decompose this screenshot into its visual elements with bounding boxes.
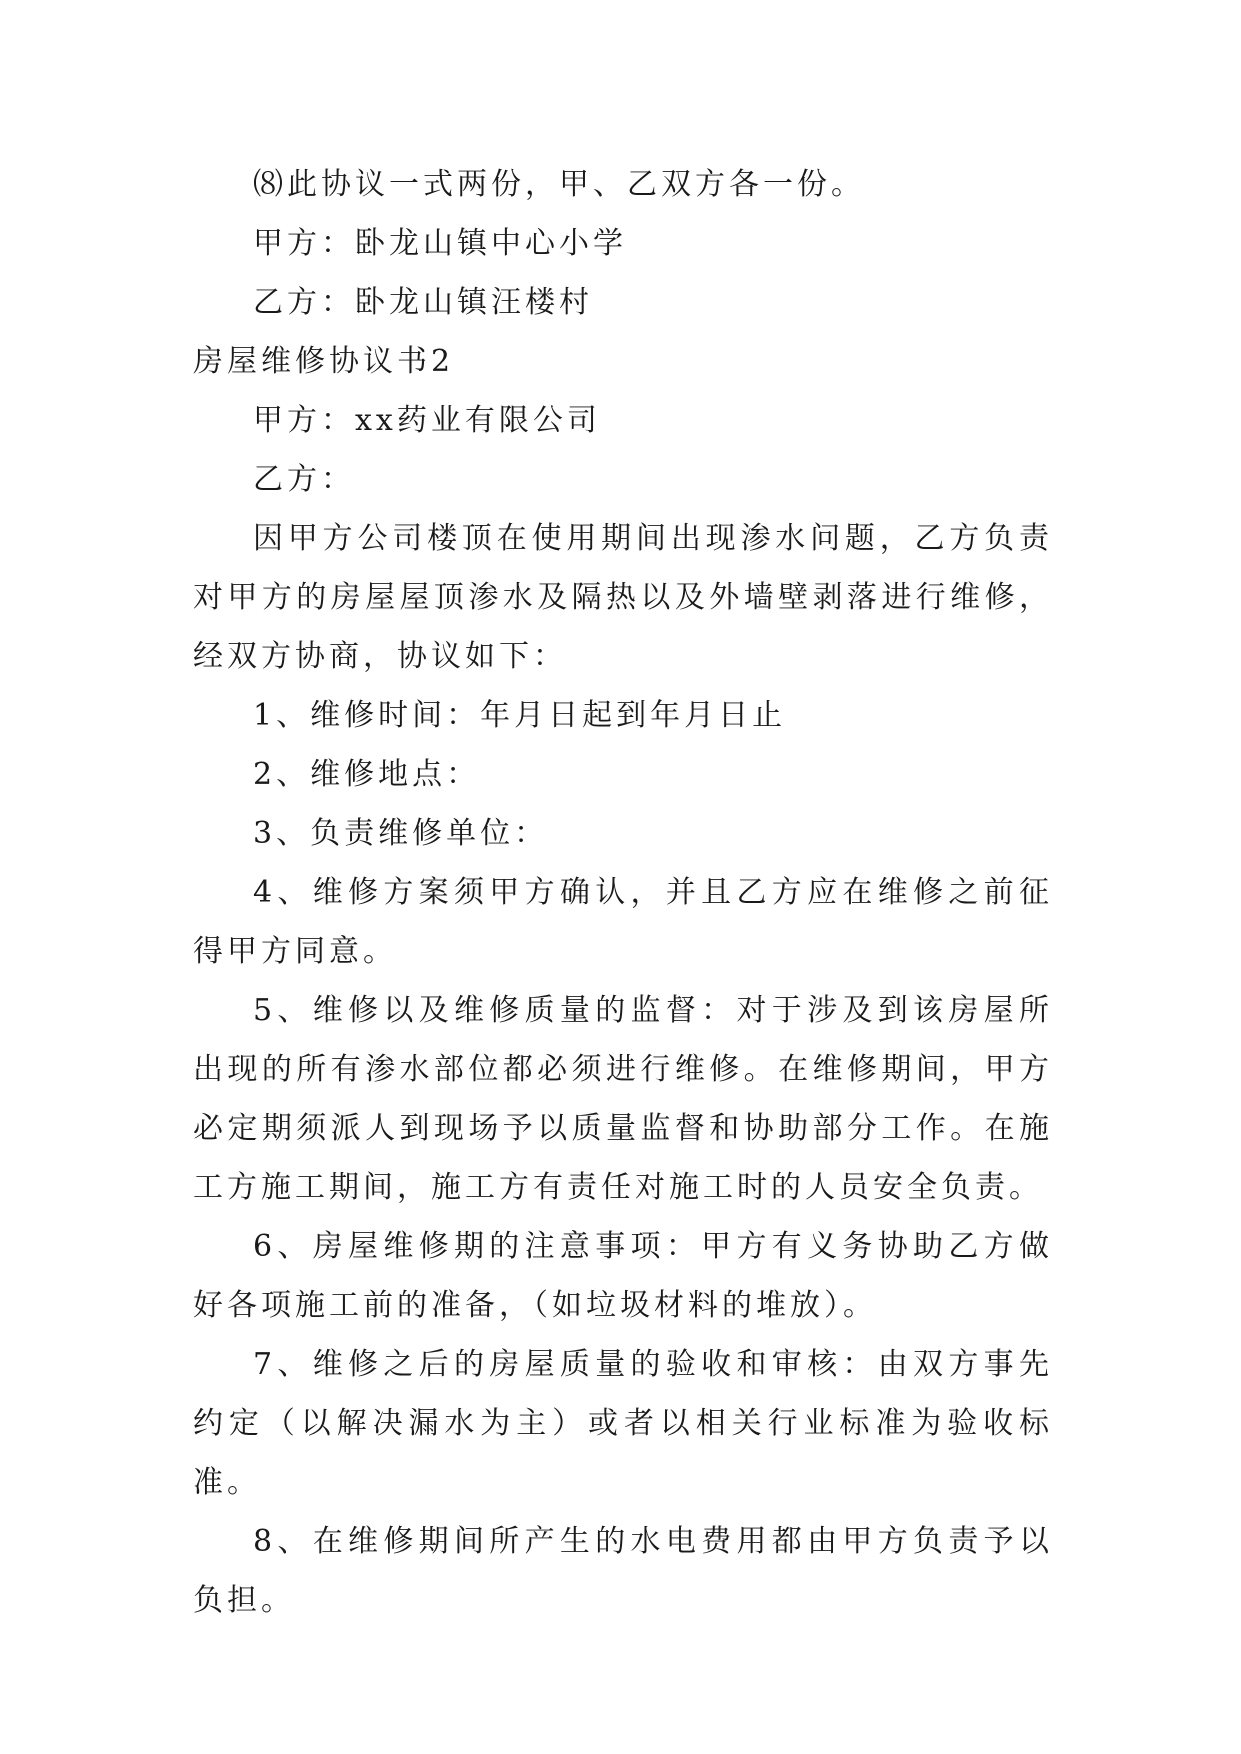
party-a: 甲方：xx药业有限公司 [253,403,601,438]
clause-7: 7、维修之后的房屋质量的验收和审核：由双方事先约定（以解决漏水为主）或者以相关行业标准为验收标准。 [193,1347,1053,1500]
clause-3: 3、负责维修单位： [253,816,549,851]
clause-copies: ⑻此协议一式两份，甲、乙双方各一份。 [253,167,865,202]
document-title: 房屋维修协议书2 [193,344,455,379]
clause-8: 8、在维修期间所产生的水电费用都由甲方负责予以负担。 [193,1524,1053,1618]
party-b-first: 乙方：卧龙山镇汪楼村 [253,285,593,320]
party-b: 乙方： [253,462,355,497]
clause-4: 4、维修方案须甲方确认，并且乙方应在维修之前征得甲方同意。 [193,875,1053,969]
clause-1: 1、维修时间：年月日起到年月日止 [253,698,787,733]
party-a-first: 甲方：卧龙山镇中心小学 [253,226,627,261]
clause-5: 5、维修以及维修质量的监督：对于涉及到该房屋所出现的所有渗水部位都必须进行维修。在维修期间，甲方必定期须派人到现场予以质量监督和协助部分工作。在施工方施工期间，施工方有责任对施工时的人员安全负责。 [193,993,1053,1205]
clause-2: 2、维修地点： [253,757,481,792]
document-body [193,155,1053,1630]
preamble-paragraph: 因甲方公司楼顶在使用期间出现渗水问题，乙方负责对甲方的房屋屋顶渗水及隔热以及外墙壁剥落进行维修，经双方协商，协议如下： [193,521,1053,674]
clause-6: 6、房屋维修期的注意事项：甲方有义务协助乙方做好各项施工前的准备，（如垃圾材料的堆放）。 [193,1229,1053,1323]
